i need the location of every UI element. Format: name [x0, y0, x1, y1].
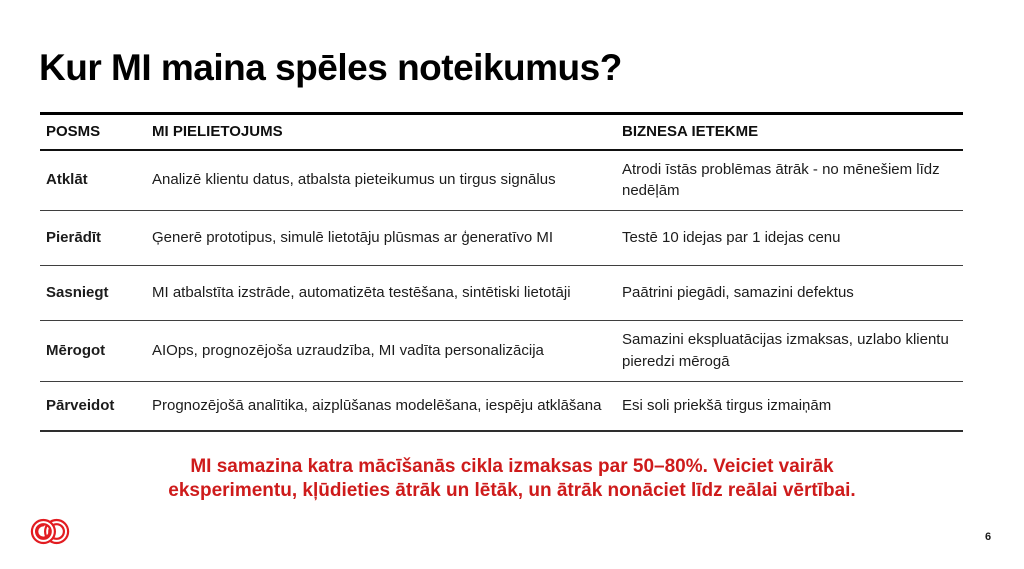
- column-header-biznesa-ietekme: BIZNESA IETEKME: [616, 114, 963, 150]
- stage-cell: Mērogot: [40, 321, 146, 382]
- use-cell: AIOps, prognozējoša uzraudzība, MI vadīta personalizācija: [146, 321, 616, 382]
- impact-cell: Samazini ekspluatācijas izmaksas, uzlabo klientu pieredzi mērogā: [616, 321, 963, 382]
- column-header-posms: POSMS: [40, 114, 146, 150]
- impact-cell: Paātrini piegādi, samazini defektus: [616, 266, 963, 321]
- table-row: [40, 381, 963, 431]
- table-row: [40, 266, 963, 321]
- use-cell: Ģenerē prototipus, simulē lietotāju plūsmas ar ģeneratīvo MI: [146, 211, 616, 266]
- infinity-knot-logo-icon: [29, 514, 71, 549]
- stage-cell: Sasniegt: [40, 266, 146, 321]
- key-message: [0, 455, 1024, 503]
- use-cell: MI atbalstīta izstrāde, automatizēta testēšana, sintētiski lietotāji: [146, 266, 616, 321]
- stage-cell: Pierādīt: [40, 211, 146, 266]
- column-header-mi-pielietojums: MI PIELIETOJUMS: [146, 114, 616, 150]
- table-header-row: [40, 114, 963, 150]
- key-message-line-2: eksperimentu, kļūdieties ātrāk un lētāk, un ātrāk nonāciet līdz reālai vērtībai.: [168, 480, 856, 501]
- use-cell: Prognozējošā analītika, aizplūšanas modelēšana, iespēju atklāšana: [146, 381, 616, 431]
- impact-cell: Atrodi īstās problēmas ātrāk - no mēnešiem līdz nedēļām: [616, 150, 963, 211]
- impact-cell: Esi soli priekšā tirgus izmaiņām: [616, 381, 963, 431]
- stage-cell: Atklāt: [40, 150, 146, 211]
- page-title: Kur MI maina spēles noteikumus?: [39, 46, 622, 88]
- stage-cell: Pārveidot: [40, 381, 146, 431]
- table-row: [40, 211, 963, 266]
- page-number: 6: [984, 531, 992, 543]
- ai-impact-table: [40, 112, 963, 432]
- use-cell: Analizē klientu datus, atbalsta pieteikumus un tirgus signālus: [146, 150, 616, 211]
- impact-cell: Testē 10 idejas par 1 idejas cenu: [616, 211, 963, 266]
- company-logo: [29, 514, 71, 549]
- table-row: [40, 150, 963, 211]
- key-message-line-1: MI samazina katra mācīšanās cikla izmaksas par 50–80%. Veiciet vairāk: [190, 456, 834, 477]
- table-row: [40, 321, 963, 382]
